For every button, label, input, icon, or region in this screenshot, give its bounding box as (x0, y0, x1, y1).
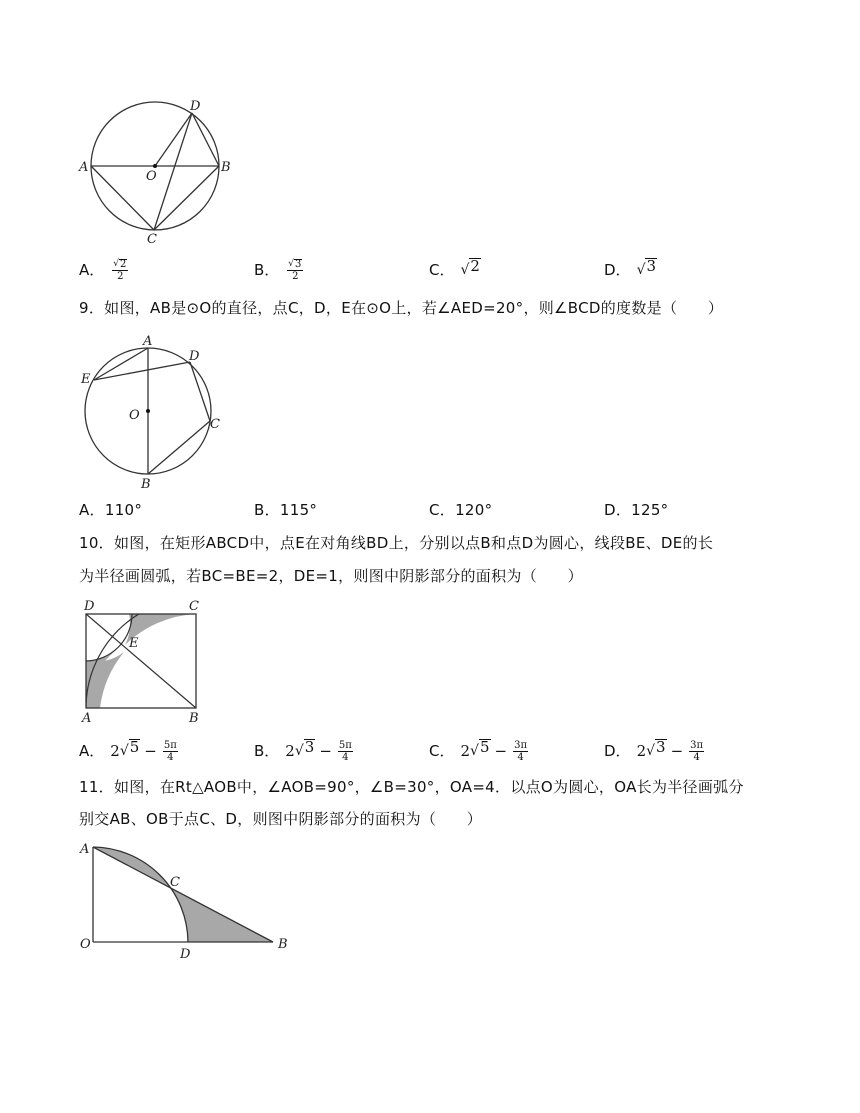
q10-question-line1: 10．如图，在矩形ABCD中，点E在对角线BD上，分别以点B和点D为圆心，线段BE、DE的长 (79, 534, 714, 552)
q9-option-a: A．110° (79, 501, 143, 519)
q8-option-d: D． √ 3 (604, 257, 657, 279)
label-o: O (146, 169, 157, 184)
hypotenuse-ab (93, 847, 273, 942)
label-d: D (190, 99, 201, 114)
label-a: A (80, 842, 90, 857)
label-d: D (189, 349, 200, 364)
q8-option-c: C． √ 2 (429, 257, 480, 279)
q8-option-b: B． √ 3 2 (254, 259, 302, 282)
label-a: A (82, 711, 92, 726)
q10-option-c: C． 2 √ 5 − $\frac{3\pi}{4}$ (429, 738, 528, 763)
label-o: O (129, 408, 140, 423)
label-c: C (170, 875, 180, 890)
q9-option-d: D．125° (604, 501, 669, 519)
label-d: D (84, 599, 95, 614)
label-b: B (189, 711, 199, 726)
label-d: D (180, 947, 191, 962)
label-e: E (81, 372, 91, 387)
q10-question-line2: 为半径画圆弧，若BC=BE=2，DE=1，则图中阴影部分的面积为（ ） (79, 567, 583, 585)
label-c: C (189, 599, 199, 614)
q10-option-b: B． 2 √ 3 − $\frac{5\pi}{4}$ (254, 738, 352, 763)
q9-question: 9．如图，AB是⊙O的直径，点C，D，E在⊙O上，若∠AED=20°，则∠BCD的度数是（ ） (79, 299, 724, 317)
label-o: O (80, 937, 91, 952)
label-b: B (221, 160, 231, 175)
q10-option-d: D． 2 √ 3 − $\frac{3\pi}{4}$ (604, 738, 704, 763)
q11-question-line1: 11．如图，在Rt△AOB中，∠AOB=90°，∠B=30°，OA=4．以点O为圆心，OA长为半径画弧分 (79, 778, 744, 796)
label-a: A (79, 160, 89, 175)
label-c: C (147, 232, 157, 247)
q8-option-a: A． √ 2 2 (79, 259, 127, 282)
label-b: B (278, 937, 288, 952)
q9-option-c: C．120° (429, 501, 493, 519)
q10-option-a: A． 2 √ 5 − $\frac{5\pi}{4}$ (79, 738, 177, 763)
label-b: B (141, 477, 151, 492)
label-c: C (210, 417, 220, 432)
label-e: E (129, 636, 139, 651)
label-a: A (143, 334, 153, 349)
q9-option-b: B．115° (254, 501, 318, 519)
q11-question-line2: 别交AB、OB于点C、D，则图中阴影部分的面积为（ ） (79, 810, 483, 828)
